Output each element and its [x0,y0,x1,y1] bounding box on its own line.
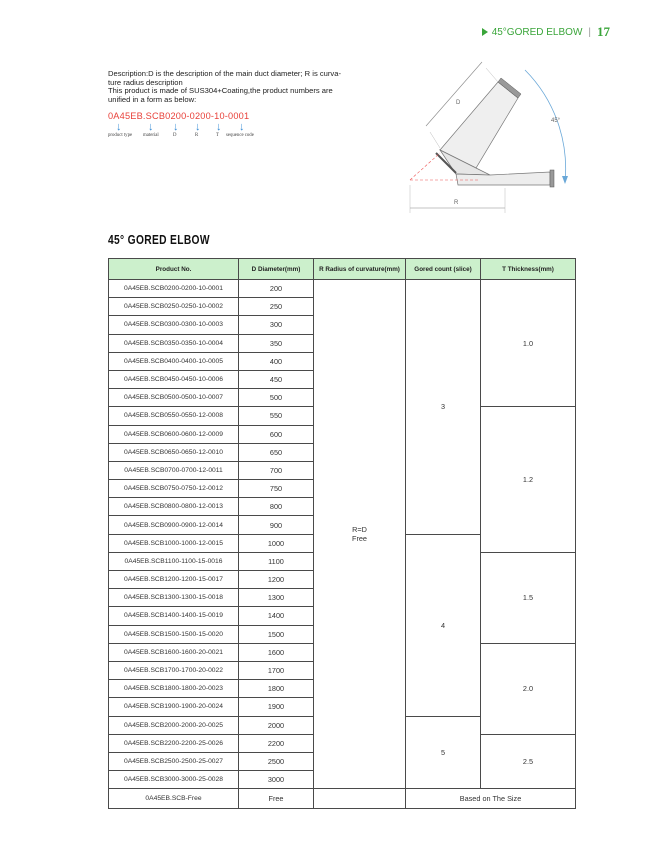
product-no-cell: 0A45EB.SCB0550-0550-12-0008 [109,407,239,425]
code-label: product type [108,133,133,138]
product-no-cell: 0A45EB.SCB1800-1800-20-0023 [109,680,239,698]
d-extension-line [486,68,498,82]
down-arrow-icon: ↓ [216,121,222,133]
d-label: D [456,100,461,106]
diameter-cell: 1300 [239,589,314,607]
diameter-cell: 1000 [239,534,314,552]
diameter-cell: 450 [239,370,314,388]
diameter-cell: 300 [239,316,314,334]
d-extension-line [430,132,440,148]
thickness-cell: 2.5 [481,734,576,789]
product-no-cell: 0A45EB.SCB1900-1900-20-0024 [109,698,239,716]
diameter-cell: 550 [239,407,314,425]
diameter-cell: 250 [239,298,314,316]
thickness-cell: 1.2 [481,407,576,553]
product-no-cell: 0A45EB.SCB0200-0200-10-0001 [109,280,239,298]
product-no-cell: 0A45EB.SCB1600-1600-20-0021 [109,643,239,661]
down-arrow-icon: ↓ [116,121,122,133]
product-no-cell: 0A45EB.SCB1000-1000-12-0015 [109,534,239,552]
product-no-cell: 0A45EB.SCB1400-1400-15-0019 [109,607,239,625]
product-no-cell: 0A45EB.SCB1100-1100-15-0016 [109,552,239,570]
r-label: R [454,200,459,206]
header-separator: | [588,26,591,38]
gored-count-cell: 3 [406,280,481,535]
gored-count-cell: 5 [406,716,481,789]
diameter-cell: 750 [239,480,314,498]
col-header-gored: Gored count (slice) [406,259,481,280]
diameter-cell: 800 [239,498,314,516]
diameter-cell: 2000 [239,716,314,734]
play-triangle-icon [482,28,488,36]
product-no-cell: 0A45EB.SCB0250-0250-10-0002 [109,298,239,316]
product-no-cell: 0A45EB.SCB-Free [109,789,239,809]
code-label: sequence code [226,133,254,138]
description-line: ture radius description [108,77,183,87]
product-no-cell: 0A45EB.SCB0800-0800-12-0013 [109,498,239,516]
diameter-cell: 1600 [239,643,314,661]
down-arrow-icon: ↓ [173,121,179,133]
code-label: D [173,133,177,138]
diameter-cell: 200 [239,280,314,298]
down-arrow-icon: ↓ [195,121,201,133]
product-no-cell: 0A45EB.SCB2000-2000-20-0025 [109,716,239,734]
product-no-cell: 0A45EB.SCB0350-0350-10-0004 [109,334,239,352]
col-header-thickness: T Thickness(mm) [481,259,576,280]
product-no-cell: 0A45EB.SCB0900-0900-12-0014 [109,516,239,534]
product-no-cell: 0A45EB.SCB0450-0450-10-0006 [109,370,239,388]
page-header [482,24,610,40]
code-label: T [216,133,219,138]
diameter-cell: 650 [239,443,314,461]
diameter-cell: 1200 [239,571,314,589]
diameter-cell: 350 [239,334,314,352]
product-no-cell: 0A45EB.SCB0400-0400-10-0005 [109,352,239,370]
table-header-row [109,259,576,280]
spec-table [108,258,576,809]
code-label: R [195,133,199,138]
product-no-cell: 0A45EB.SCB0700-0700-12-0011 [109,461,239,479]
product-no-cell: 0A45EB.SCB0300-0300-10-0003 [109,316,239,334]
product-no-cell: 0A45EB.SCB1500-1500-15-0020 [109,625,239,643]
down-arrow-icon: ↓ [148,121,154,133]
col-header-diameter: D Diameter(mm) [239,259,314,280]
table-row [109,280,576,298]
diameter-cell: 1700 [239,661,314,679]
radius-cell [314,280,406,789]
down-arrow-icon: ↓ [239,121,245,133]
diameter-cell: 3000 [239,771,314,789]
diameter-cell: 1400 [239,607,314,625]
description-line: Description:D is the description of the main duct diameter; R is curva- [108,69,341,78]
product-no-cell: 0A45EB.SCB1700-1700-20-0022 [109,661,239,679]
product-no-cell: 0A45EB.SCB1200-1200-15-0017 [109,571,239,589]
center-line-angled [410,153,440,180]
product-no-cell: 0A45EB.SCB2200-2200-25-0026 [109,734,239,752]
table-row-free [109,789,576,809]
header-label: 45°GORED ELBOW [491,26,583,38]
elbow-diagram [400,60,590,220]
product-no-cell: 0A45EB.SCB0500-0500-10-0007 [109,389,239,407]
radius-cell-empty [314,789,406,809]
product-no-cell: 0A45EB.SCB2500-2500-25-0027 [109,752,239,770]
thickness-cell: 1.5 [481,552,576,643]
diameter-cell: 600 [239,425,314,443]
diameter-cell: 900 [239,516,314,534]
radius-note: Free [351,534,367,544]
diameter-cell: 1100 [239,552,314,570]
code-label: material [143,133,159,138]
gored-count-cell: 4 [406,534,481,716]
diameter-cell: Free [239,789,314,809]
product-no-cell: 0A45EB.SCB0750-0750-12-0012 [109,480,239,498]
description [108,70,358,104]
arc-arrow-icon [562,176,568,184]
thickness-cell: 1.0 [481,280,576,407]
diameter-cell: 500 [239,389,314,407]
right-flange [550,170,554,187]
diameter-cell: 1800 [239,680,314,698]
product-no-cell: 0A45EB.SCB0600-0600-12-0009 [109,425,239,443]
example-product-code: 0A45EB.SCB0200-0200-10-0001 [108,111,250,121]
angle-arc [525,70,566,182]
description-line: unified in a form as below: [108,94,197,104]
section-title: 45° GORED ELBOW [108,233,210,247]
elbow-upper-segment [440,82,518,168]
thickness-cell: 2.0 [481,643,576,734]
col-header-radius: R Radius of curvature(mm) [314,259,406,280]
description-line: This product is made of SUS304+Coating,the product numbers are [108,86,333,96]
angle-label: 45° [551,118,561,124]
diameter-cell: 400 [239,352,314,370]
page-number: 17 [597,24,610,39]
diameter-cell: 1900 [239,698,314,716]
diameter-cell: 2500 [239,752,314,770]
diameter-cell: 2200 [239,734,314,752]
diameter-cell: 700 [239,461,314,479]
product-no-cell: 0A45EB.SCB1300-1300-15-0018 [109,589,239,607]
size-note-cell: Based on The Size [406,789,576,809]
col-header-product-no: Product No. [109,259,239,280]
product-no-cell: 0A45EB.SCB3000-3000-25-0028 [109,771,239,789]
radius-value: R=D [352,525,367,535]
product-no-cell: 0A45EB.SCB0650-0650-12-0010 [109,443,239,461]
diameter-cell: 1500 [239,625,314,643]
